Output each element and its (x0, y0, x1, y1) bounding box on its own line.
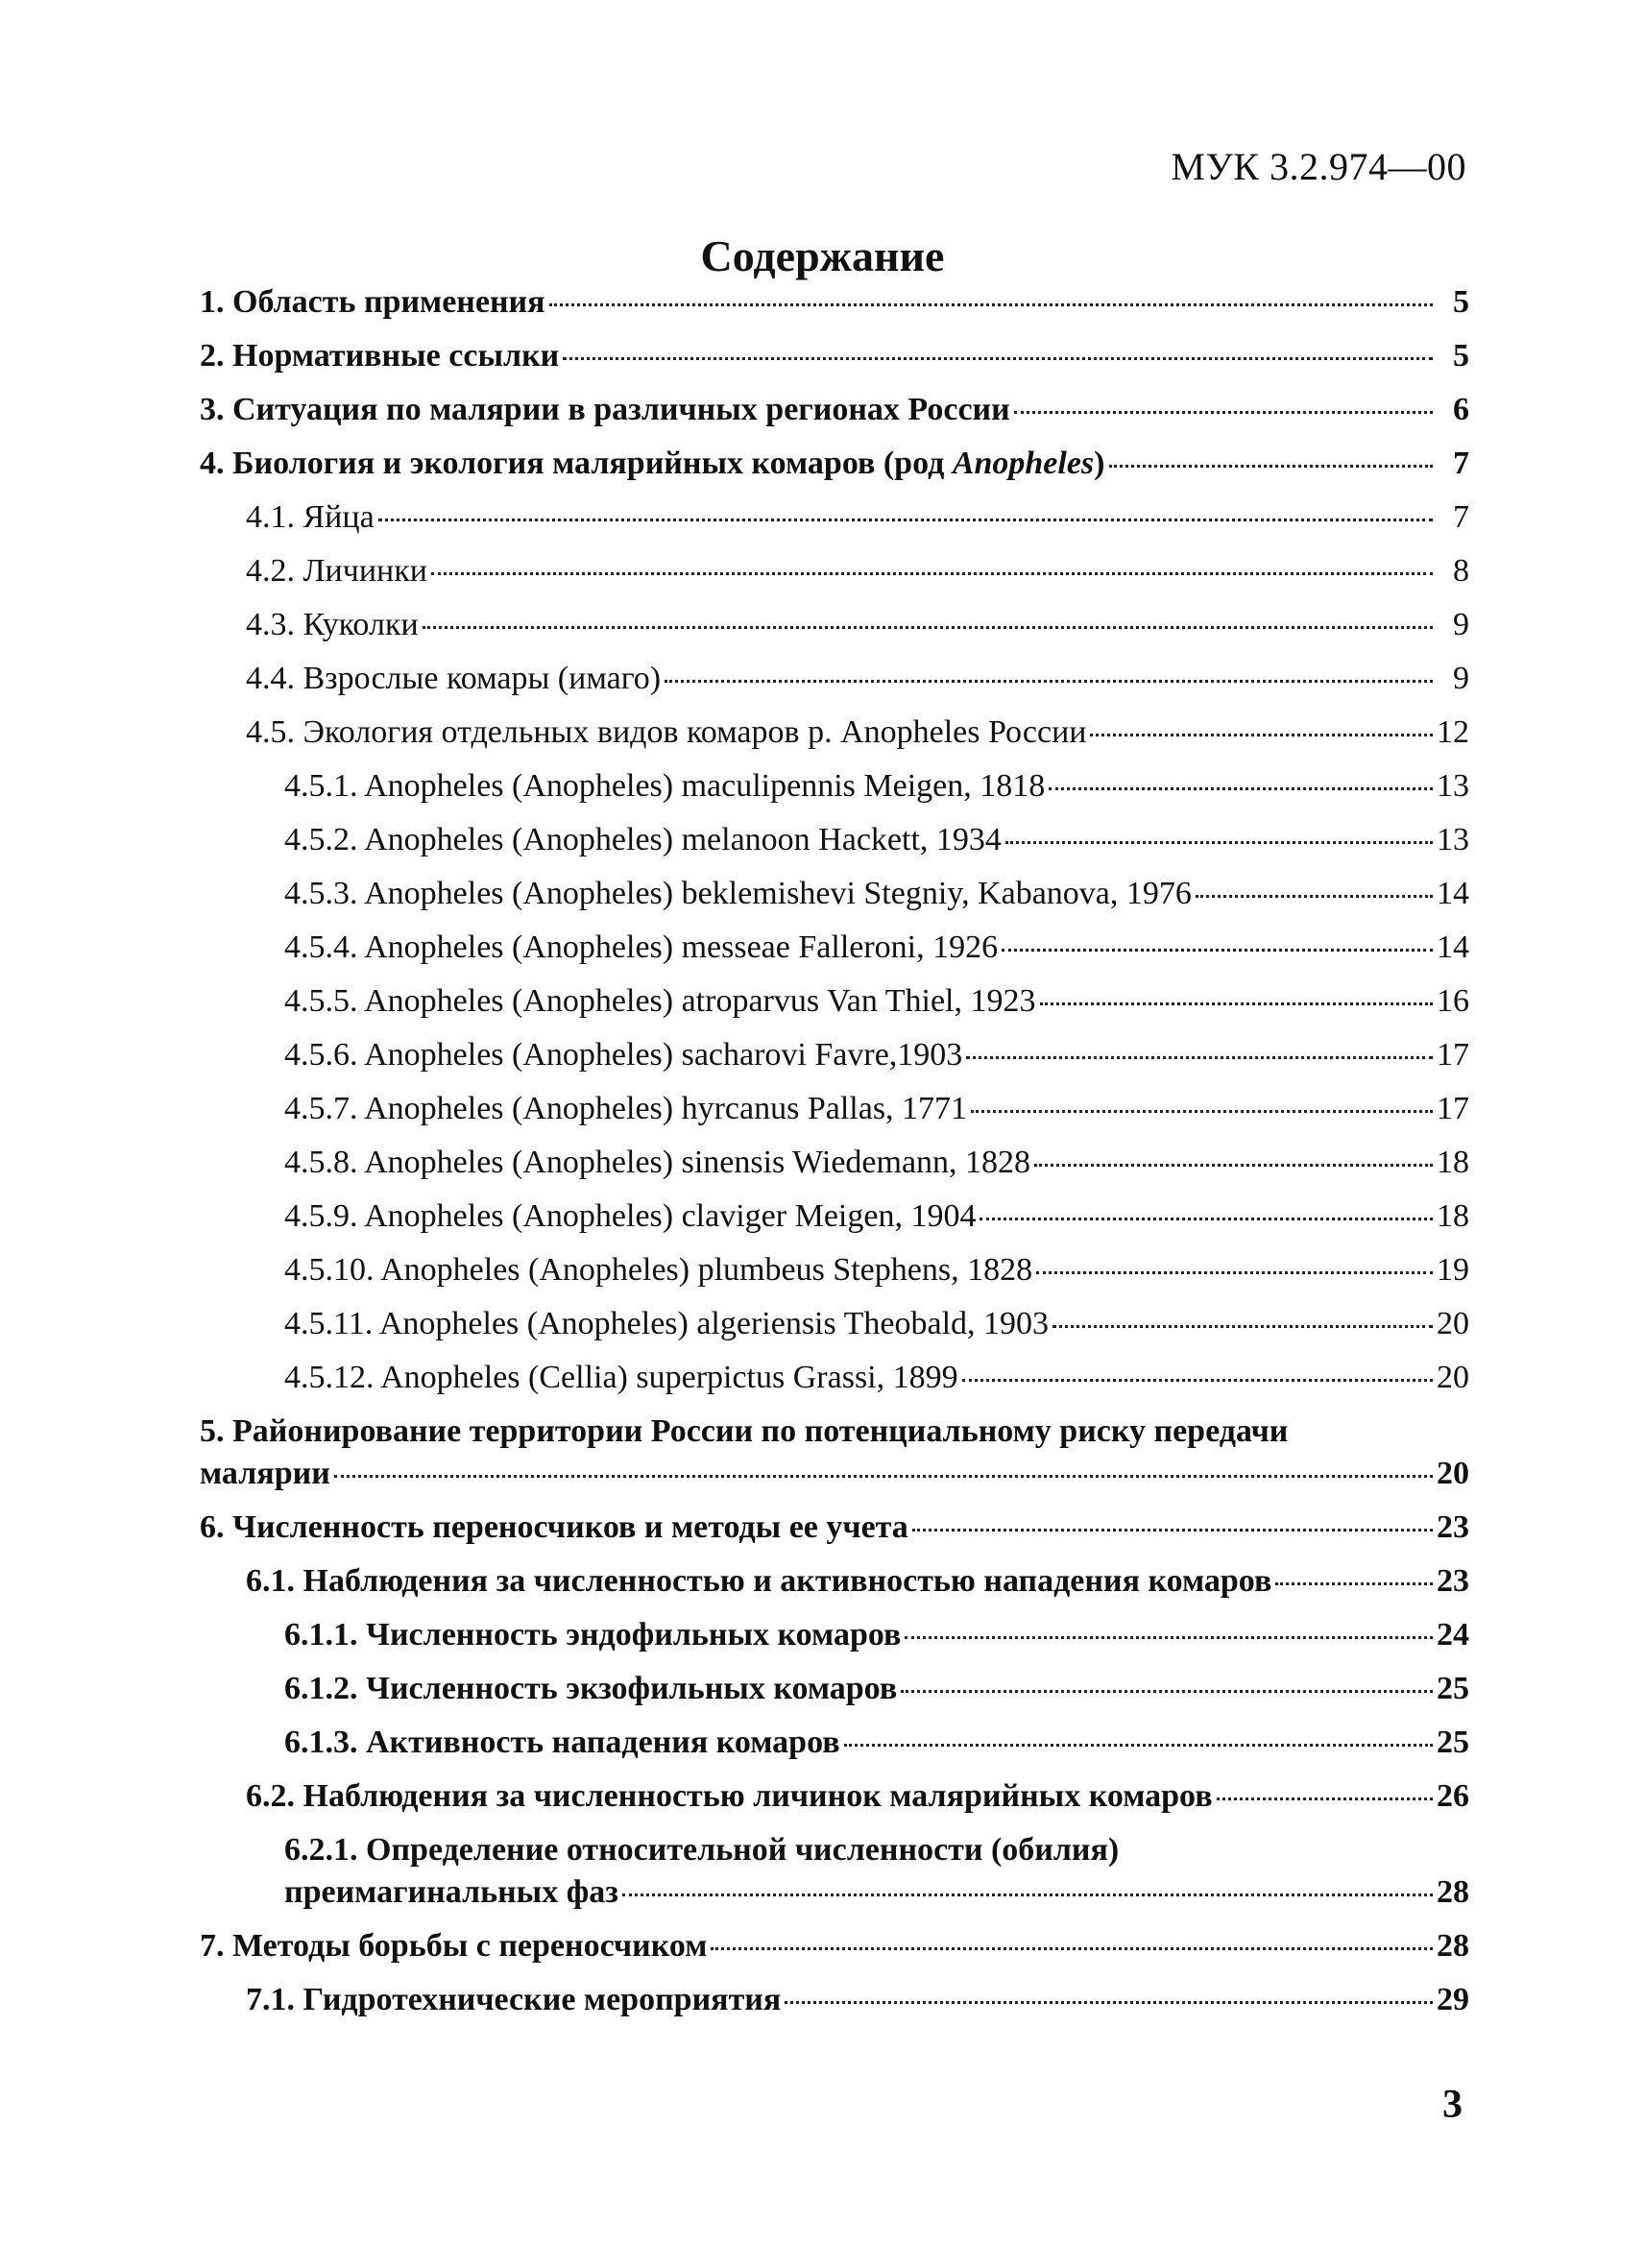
dot-leader (905, 1636, 1433, 1639)
toc-entry-page: 8 (1453, 553, 1469, 589)
label-text-after: ) (1094, 446, 1105, 481)
toc-entry-label: 6.2. Наблюдения за численностью личинок малярийных комаров (246, 1778, 1213, 1814)
dot-leader (901, 1690, 1433, 1693)
toc-entry[interactable] (200, 927, 1469, 980)
toc-entry-page: 24 (1437, 1617, 1469, 1653)
toc-entry[interactable] (200, 1303, 1469, 1357)
toc-entry[interactable] (200, 819, 1469, 873)
toc-entry[interactable] (200, 980, 1469, 1034)
dot-leader (1049, 787, 1433, 790)
toc-entry-page: 14 (1437, 876, 1469, 911)
dot-leader (980, 1218, 1433, 1220)
toc-entry[interactable] (200, 1979, 1469, 2033)
document-code: МУК 3.2.974—00 (1171, 145, 1466, 188)
dot-leader (1036, 1271, 1433, 1274)
dot-leader (334, 1475, 1433, 1478)
toc-entry[interactable] (200, 1668, 1469, 1722)
dot-leader (1090, 734, 1433, 736)
dot-leader (665, 680, 1433, 683)
toc-entry-label: 4.1. Яйца (246, 499, 375, 535)
toc-entry[interactable] (200, 765, 1469, 819)
toc-entry[interactable] (200, 604, 1469, 658)
toc-entry-label-cont: малярии (200, 1456, 330, 1491)
toc-entry-label: 4.4. Взрослые комары (имаго) (246, 661, 662, 696)
toc-entry-page: 7 (1453, 446, 1469, 481)
dot-leader (1014, 411, 1433, 414)
toc-entry-continuation (200, 1453, 1469, 1495)
dot-leader (378, 519, 1433, 521)
toc-entry[interactable] (200, 1775, 1469, 1829)
page-number: 3 (1442, 2083, 1463, 2127)
toc-entry-page: 14 (1437, 929, 1469, 965)
toc-entry[interactable] (200, 1722, 1469, 1775)
toc-entry-label: 2. Нормативные ссылки (200, 338, 560, 374)
toc-entry[interactable] (200, 1925, 1469, 1979)
dot-leader (1196, 895, 1433, 898)
dot-leader (622, 1894, 1433, 1896)
toc-entry-label: 5. Районирование территории России по потенциальному риску передачи (200, 1413, 1289, 1449)
dot-leader (1109, 465, 1434, 468)
dot-leader (1040, 1002, 1434, 1005)
toc-entry[interactable] (200, 1560, 1469, 1614)
toc-entry-label: 4.5.10. Anopheles (Anopheles) plumbeus Stephens, 1828 (284, 1252, 1033, 1288)
toc-entry-page: 28 (1437, 1874, 1469, 1910)
dot-leader (711, 1947, 1433, 1950)
toc-entry-label: 4.3. Куколки (246, 607, 419, 642)
label-text: 4. Биология и экология малярийных комаров (род (200, 446, 953, 481)
toc-entry-continuation (284, 1871, 1469, 1914)
dot-leader (431, 572, 1433, 575)
toc-entry-label: 4.5.3. Anopheles (Anopheles) beklemishevi Stegniy, Kabanova, 1976 (284, 876, 1192, 911)
dot-leader (563, 357, 1433, 360)
toc-entry[interactable] (200, 1249, 1469, 1303)
toc-entry-page: 18 (1437, 1145, 1469, 1180)
toc-entry[interactable] (200, 443, 1469, 496)
toc-entry-label: 4.2. Личинки (246, 553, 427, 589)
toc-entry-label: 1. Область применения (200, 284, 545, 320)
dot-leader (1002, 949, 1433, 952)
toc-entry-label: 4.5.5. Anopheles (Anopheles) atroparvus Van Thiel, 1923 (284, 983, 1036, 1019)
toc-entry[interactable] (200, 389, 1469, 443)
toc-entry-page: 5 (1453, 338, 1469, 374)
toc-entry-label: 6.1. Наблюдения за численностью и активностью нападения комаров (246, 1563, 1272, 1599)
dot-leader (1052, 1325, 1433, 1328)
toc-entry-label: 7.1. Гидротехнические мероприятия (246, 1982, 782, 2017)
toc-entry-page: 5 (1453, 284, 1469, 320)
dot-leader (785, 2001, 1433, 2004)
toc-entry-label (200, 443, 1105, 485)
dot-leader (1034, 1164, 1433, 1167)
toc-entry-page: 12 (1437, 714, 1469, 750)
dot-leader (971, 1110, 1433, 1113)
toc-entry[interactable] (200, 1614, 1469, 1668)
toc-entry-label: 6.2.1. Определение относительной численности (обилия) (284, 1832, 1120, 1868)
toc-entry-label: 4.5.11. Anopheles (Anopheles) algeriensis Theobald, 1903 (284, 1306, 1050, 1341)
dot-leader (1005, 841, 1433, 844)
toc-entry-label: 4.5.1. Anopheles (Anopheles) maculipennis Meigen, 1818 (284, 768, 1046, 804)
toc-entry[interactable] (200, 1142, 1469, 1195)
toc-entry[interactable] (200, 1507, 1469, 1560)
toc-entry-page: 6 (1453, 392, 1469, 427)
toc-entry-page: 25 (1437, 1725, 1469, 1760)
dot-leader (423, 626, 1433, 629)
toc-entry-page: 17 (1437, 1037, 1469, 1073)
dot-leader (962, 1379, 1433, 1382)
toc-entry-label: 6.1.3. Активность нападения комаров (284, 1725, 840, 1760)
toc-entry-page: 19 (1437, 1252, 1469, 1288)
table-of-contents (200, 281, 1469, 2033)
toc-entry[interactable] (200, 1195, 1469, 1249)
toc-entry-page: 9 (1453, 607, 1469, 642)
toc-entry-page: 20 (1437, 1456, 1469, 1491)
toc-entry[interactable] (200, 658, 1469, 712)
toc-entry-label: 4.5.4. Anopheles (Anopheles) messeae Falleroni, 1926 (284, 929, 999, 965)
toc-entry-label: 3. Ситуация по малярии в различных регионах России (200, 392, 1010, 427)
toc-entry-label: 4.5.9. Anopheles (Anopheles) claviger Meigen, 1904 (284, 1198, 977, 1234)
toc-entry-page: 23 (1437, 1563, 1469, 1599)
toc-entry-page: 7 (1453, 499, 1469, 535)
dot-leader (549, 303, 1433, 306)
toc-entry-label-cont: преимагинальных фаз (284, 1874, 618, 1910)
toc-entry-label: 4.5.7. Anopheles (Anopheles) hyrcanus Pallas, 1771 (284, 1091, 968, 1126)
toc-entry-page: 17 (1437, 1091, 1469, 1126)
toc-entry-label: 4.5. Экология отдельных видов комаров р. Anopheles России (246, 714, 1087, 750)
toc-entry-label: 6.1.1. Численность эндофильных комаров (284, 1617, 902, 1653)
toc-entry-page: 18 (1437, 1198, 1469, 1234)
toc-entry[interactable] (200, 873, 1469, 927)
toc-entry[interactable] (200, 496, 1469, 550)
toc-entry[interactable] (200, 281, 1469, 335)
toc-entry-label: 4.5.2. Anopheles (Anopheles) melanoon Hackett, 1934 (284, 822, 1002, 857)
dot-leader (912, 1529, 1433, 1532)
toc-entry-label: 6. Численность переносчиков и методы ее учета (200, 1509, 908, 1545)
toc-entry-page: 25 (1437, 1671, 1469, 1706)
dot-leader (1275, 1582, 1433, 1585)
toc-entry[interactable] (200, 1357, 1469, 1411)
toc-entry[interactable] (200, 1088, 1469, 1142)
toc-entry-page: 29 (1437, 1982, 1469, 2017)
toc-entry-label: 6.1.2. Численность экзофильных комаров (284, 1671, 898, 1706)
dot-leader (844, 1744, 1433, 1747)
toc-entry-label: 4.5.12. Anopheles (Cellia) superpictus Grassi, 1899 (284, 1360, 958, 1395)
toc-entry-page: 13 (1437, 822, 1469, 857)
toc-entry-page: 20 (1437, 1360, 1469, 1395)
toc-entry[interactable] (200, 1034, 1469, 1088)
toc-entry[interactable] (200, 1411, 1469, 1507)
toc-title: Содержание (700, 231, 945, 280)
toc-entry-label: 4.5.8. Anopheles (Anopheles) sinensis Wiedemann, 1828 (284, 1145, 1031, 1180)
toc-entry[interactable] (200, 335, 1469, 389)
toc-entry[interactable] (200, 712, 1469, 765)
toc-entry-label: 4.5.6. Anopheles (Anopheles) sacharovi Favre,1903 (284, 1037, 963, 1073)
toc-entry-page: 20 (1437, 1306, 1469, 1341)
toc-entry[interactable] (200, 1829, 1469, 1925)
toc-entry-page: 26 (1437, 1778, 1469, 1814)
toc-entry-page: 9 (1453, 661, 1469, 696)
toc-entry[interactable] (200, 550, 1469, 604)
label-italic-genus: Anopheles (952, 446, 1095, 481)
toc-entry-page: 13 (1437, 768, 1469, 804)
toc-entry-page: 23 (1437, 1509, 1469, 1545)
toc-entry-page: 28 (1437, 1928, 1469, 1964)
dot-leader (1217, 1798, 1433, 1800)
toc-entry-label: 7. Методы борьбы с переносчиком (200, 1928, 708, 1964)
toc-entry-page: 16 (1437, 983, 1469, 1019)
dot-leader (966, 1056, 1433, 1059)
